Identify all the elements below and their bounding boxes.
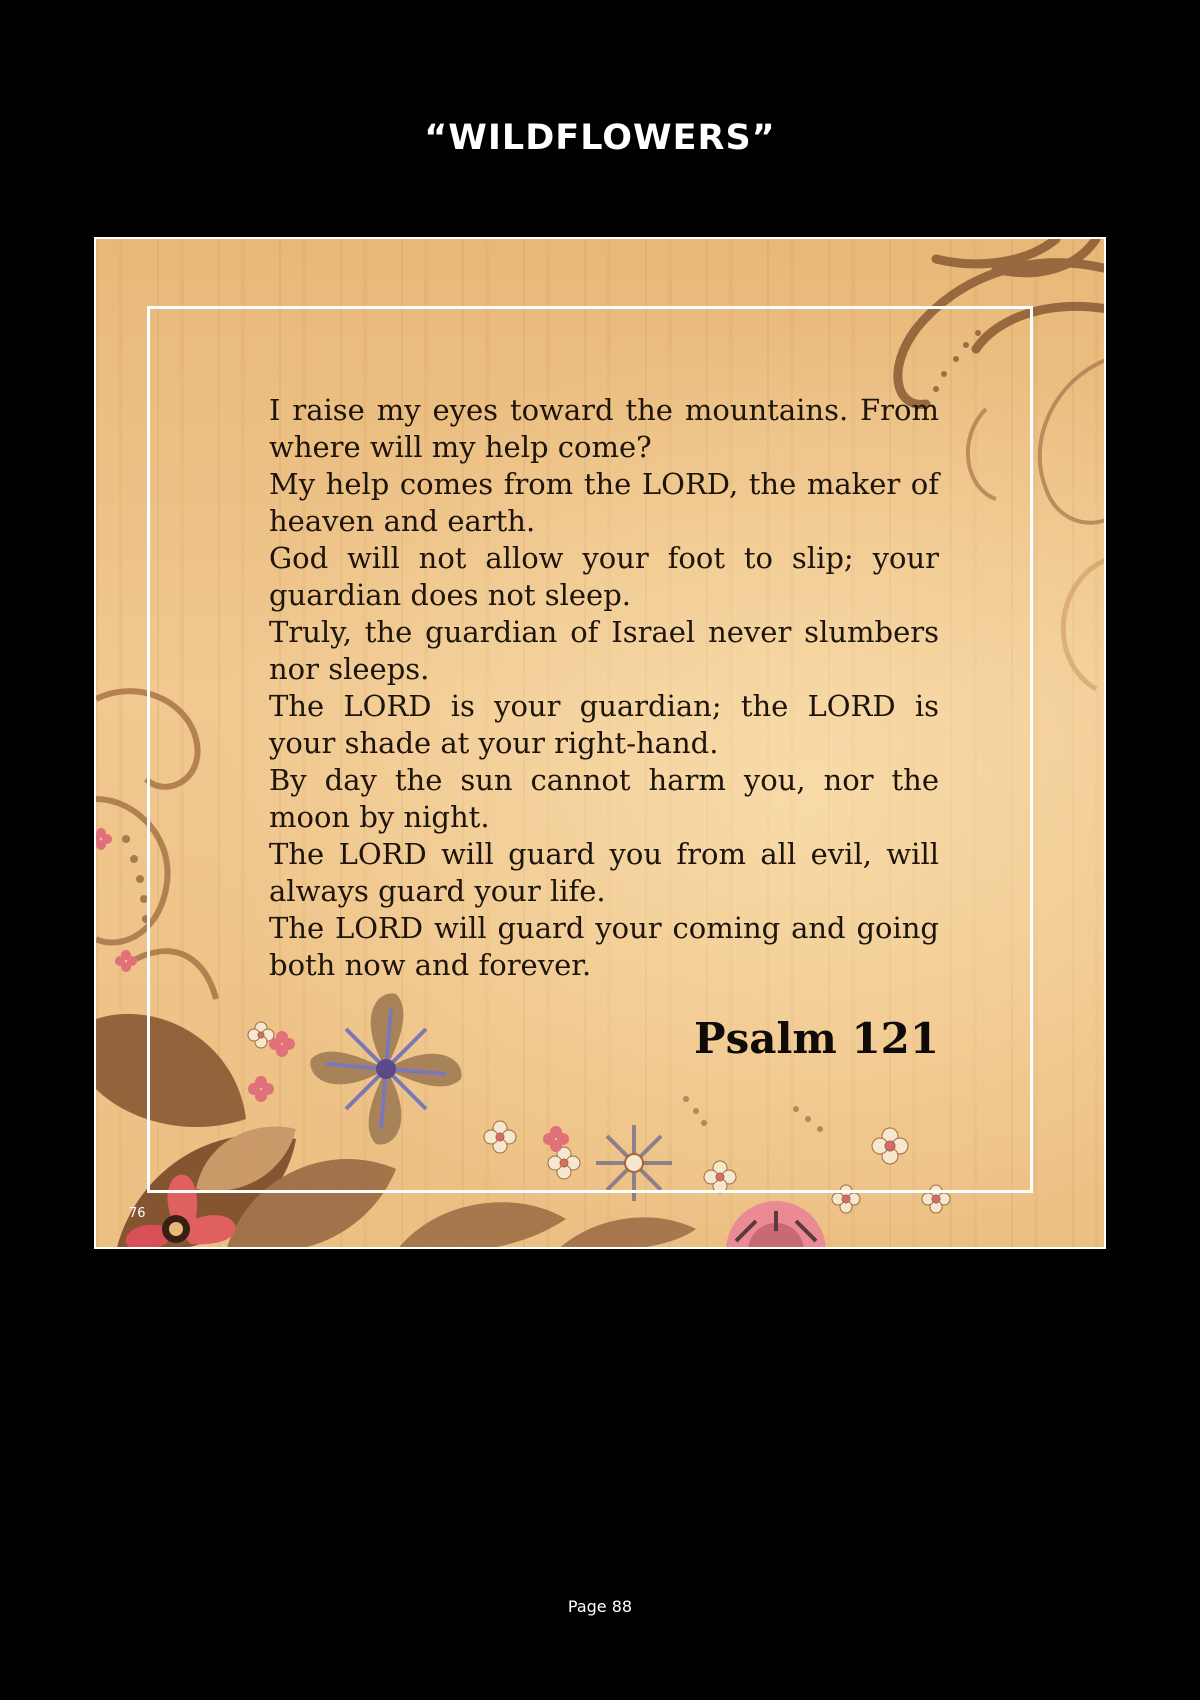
verse-1: I raise my eyes toward the mountains. From where will my help come? (269, 393, 939, 464)
verse-4: Truly, the guardian of Israel never slumbers nor sleeps. (269, 615, 939, 686)
verse-6: By day the sun cannot harm you, nor the moon by night. (269, 763, 939, 834)
page-number: Page 88 (567, 1597, 633, 1616)
verse-3: God will not allow your foot to slip; your guardian does not sleep. (269, 541, 939, 612)
verse-8: The LORD will guard your coming and going both now and forever. (269, 911, 939, 982)
page-title: “WILDFLOWERS” (424, 118, 776, 158)
verse-2: My help comes from the LORD, the maker of heaven and earth. (269, 467, 939, 538)
verse-5: The LORD is your guardian; the LORD is your shade at your right-hand. (269, 689, 939, 760)
verse-7: The LORD will guard you from all evil, will always guard your life. (269, 837, 939, 908)
inner-page-number: 76 (129, 1206, 146, 1221)
psalm-reference: Psalm 121 (694, 1014, 940, 1063)
psalm-text (269, 392, 939, 984)
psalm-card (94, 237, 1106, 1249)
